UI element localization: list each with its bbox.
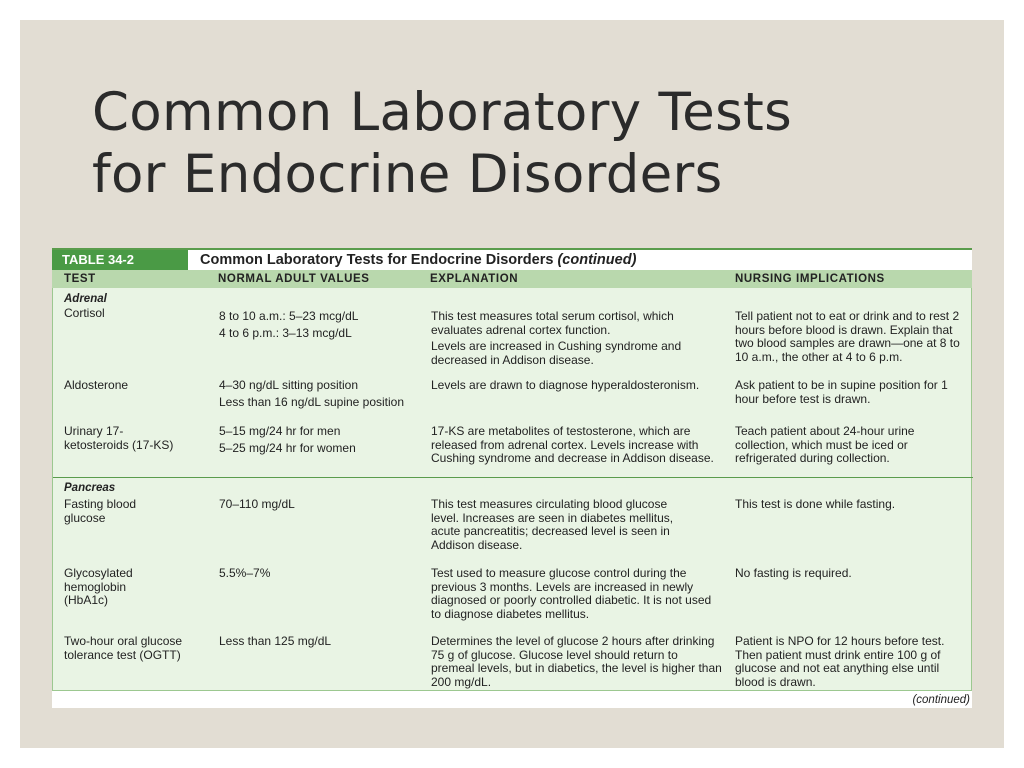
- cell-test-cortisol: [64, 307, 209, 321]
- value-line: 5–25 mg/24 hr for women: [219, 440, 356, 455]
- section-divider: [53, 477, 973, 478]
- nursing-para: Teach patient about 24-hour urine collection, which must be iced or refrigerated during collection.: [735, 424, 915, 465]
- column-header-test: TEST: [64, 273, 96, 285]
- cell-values-aldosterone: [219, 379, 409, 409]
- test-name: Fasting blood glucose: [64, 497, 137, 525]
- cell-nursing-ogtt: [735, 635, 970, 689]
- value-line: 5–15 mg/24 hr for men: [219, 424, 341, 438]
- cell-values-urinary-17ks: [219, 425, 419, 455]
- nursing-para: Ask patient to be in supine position for 1 hour before test is drawn.: [735, 378, 948, 406]
- cell-test-urinary-17ks: [64, 425, 179, 452]
- lab-tests-table: [52, 248, 972, 708]
- slide-title-line-1: Common Laboratory Tests: [92, 82, 792, 143]
- slide-title: [92, 82, 792, 206]
- cell-explanation-ogtt: [431, 635, 723, 689]
- explanation-para: Levels are drawn to diagnose hyperaldosteronism.: [431, 378, 700, 392]
- cell-explanation-hba1c: [431, 567, 716, 621]
- cell-nursing-urinary-17ks: [735, 425, 955, 466]
- value-line: 70–110 mg/dL: [219, 497, 295, 511]
- value-line: 4–30 ng/dL sitting position: [219, 378, 358, 392]
- cell-values-hba1c: [219, 567, 419, 581]
- cell-nursing-fasting-glucose: [735, 498, 965, 512]
- slide: [20, 20, 1004, 748]
- cell-test-aldosterone: [64, 379, 209, 393]
- cell-nursing-aldosterone: [735, 379, 960, 406]
- cell-nursing-hba1c: [735, 567, 965, 581]
- cell-explanation-urinary-17ks: [431, 425, 716, 466]
- cell-explanation-cortisol: [431, 310, 716, 367]
- value-line: 5.5%–7%: [219, 566, 271, 580]
- table-caption: [200, 250, 636, 270]
- nursing-para: This test is done while fasting.: [735, 497, 896, 511]
- table-continued-note: [912, 694, 970, 706]
- cell-test-ogtt: [64, 635, 192, 662]
- table-body: [52, 288, 972, 691]
- cell-values-fasting-glucose: [219, 498, 419, 512]
- column-header-explanation: EXPLANATION: [430, 273, 519, 285]
- test-name: Cortisol: [64, 306, 105, 320]
- table-header: [52, 248, 972, 270]
- cell-test-fasting-glucose: [64, 498, 174, 525]
- nursing-para: Patient is NPO for 12 hours before test. Then patient must drink entire 100 g of glucose and not eat anything else until blood is drawn.: [735, 634, 945, 689]
- value-line: Less than 16 ng/dL supine position: [219, 394, 405, 409]
- nursing-para: No fasting is required.: [735, 566, 852, 580]
- value-line: 4 to 6 p.m.: 3–13 mcg/dL: [219, 325, 352, 340]
- explanation-para: This test measures total serum cortisol, which evaluates adrenal cortex function.: [431, 309, 674, 337]
- explanation-para: 17-KS are metabolites of testosterone, which are released from adrenal cortex. Levels increase with Cushing syndrome and decrease in Addison disease.: [431, 424, 714, 465]
- column-header-row: [52, 270, 972, 288]
- cell-explanation-aldosterone: [431, 379, 711, 393]
- continued-text: (continued): [912, 694, 970, 706]
- nursing-para: Tell patient not to eat or drink and to rest 2 hours before blood is drawn. Explain that two blood samples are drawn—one at 8 to 10 a.m., the other at 4 to 6 p.m.: [735, 309, 960, 364]
- section-label-pancreas: Pancreas: [64, 482, 116, 494]
- cell-explanation-fasting-glucose: [431, 498, 676, 552]
- cell-test-hba1c: [64, 567, 164, 608]
- cell-nursing-cortisol: [735, 310, 965, 364]
- cell-values-cortisol: [219, 310, 419, 340]
- test-name: Aldosterone: [64, 378, 129, 392]
- explanation-para: This test measures circulating blood glucose level. Increases are seen in diabetes mellitus, acute pancreatitis; decreased level is seen in Addison disease.: [431, 497, 674, 552]
- column-header-normal-values: NORMAL ADULT VALUES: [218, 273, 370, 285]
- table-caption-main: Common Laboratory Tests for Endocrine Disorders: [200, 252, 554, 268]
- column-header-nursing: NURSING IMPLICATIONS: [735, 273, 885, 285]
- value-line: 8 to 10 a.m.: 5–23 mcg/dL: [219, 309, 359, 323]
- value-line: Less than 125 mg/dL: [219, 634, 332, 648]
- test-name: Glycosylated hemoglobin (HbA1c): [64, 566, 133, 607]
- explanation-para: Determines the level of glucose 2 hours after drinking 75 g of glucose. Glucose level should return to premeal levels, but in diabetics, the level is higher than 200 mg/dL.: [431, 634, 722, 689]
- table-number: TABLE 34-2: [52, 250, 188, 270]
- explanation-para: Test used to measure glucose control during the previous 3 months. Levels are increased in newly diagnosed or poorly controlled diabetic. It is not used to diagnose diabetes mellitus.: [431, 566, 712, 621]
- test-name: Two-hour oral glucose tolerance test (OGTT): [64, 634, 183, 662]
- cell-values-ogtt: [219, 635, 419, 649]
- explanation-para: Levels are increased in Cushing syndrome and decreased in Addison disease.: [431, 339, 682, 367]
- section-label-adrenal: Adrenal: [64, 293, 107, 305]
- table-caption-continued: (continued): [557, 252, 637, 268]
- slide-title-line-2: for Endocrine Disorders: [92, 144, 723, 205]
- test-name: Urinary 17-ketosteroids (17-KS): [64, 424, 174, 452]
